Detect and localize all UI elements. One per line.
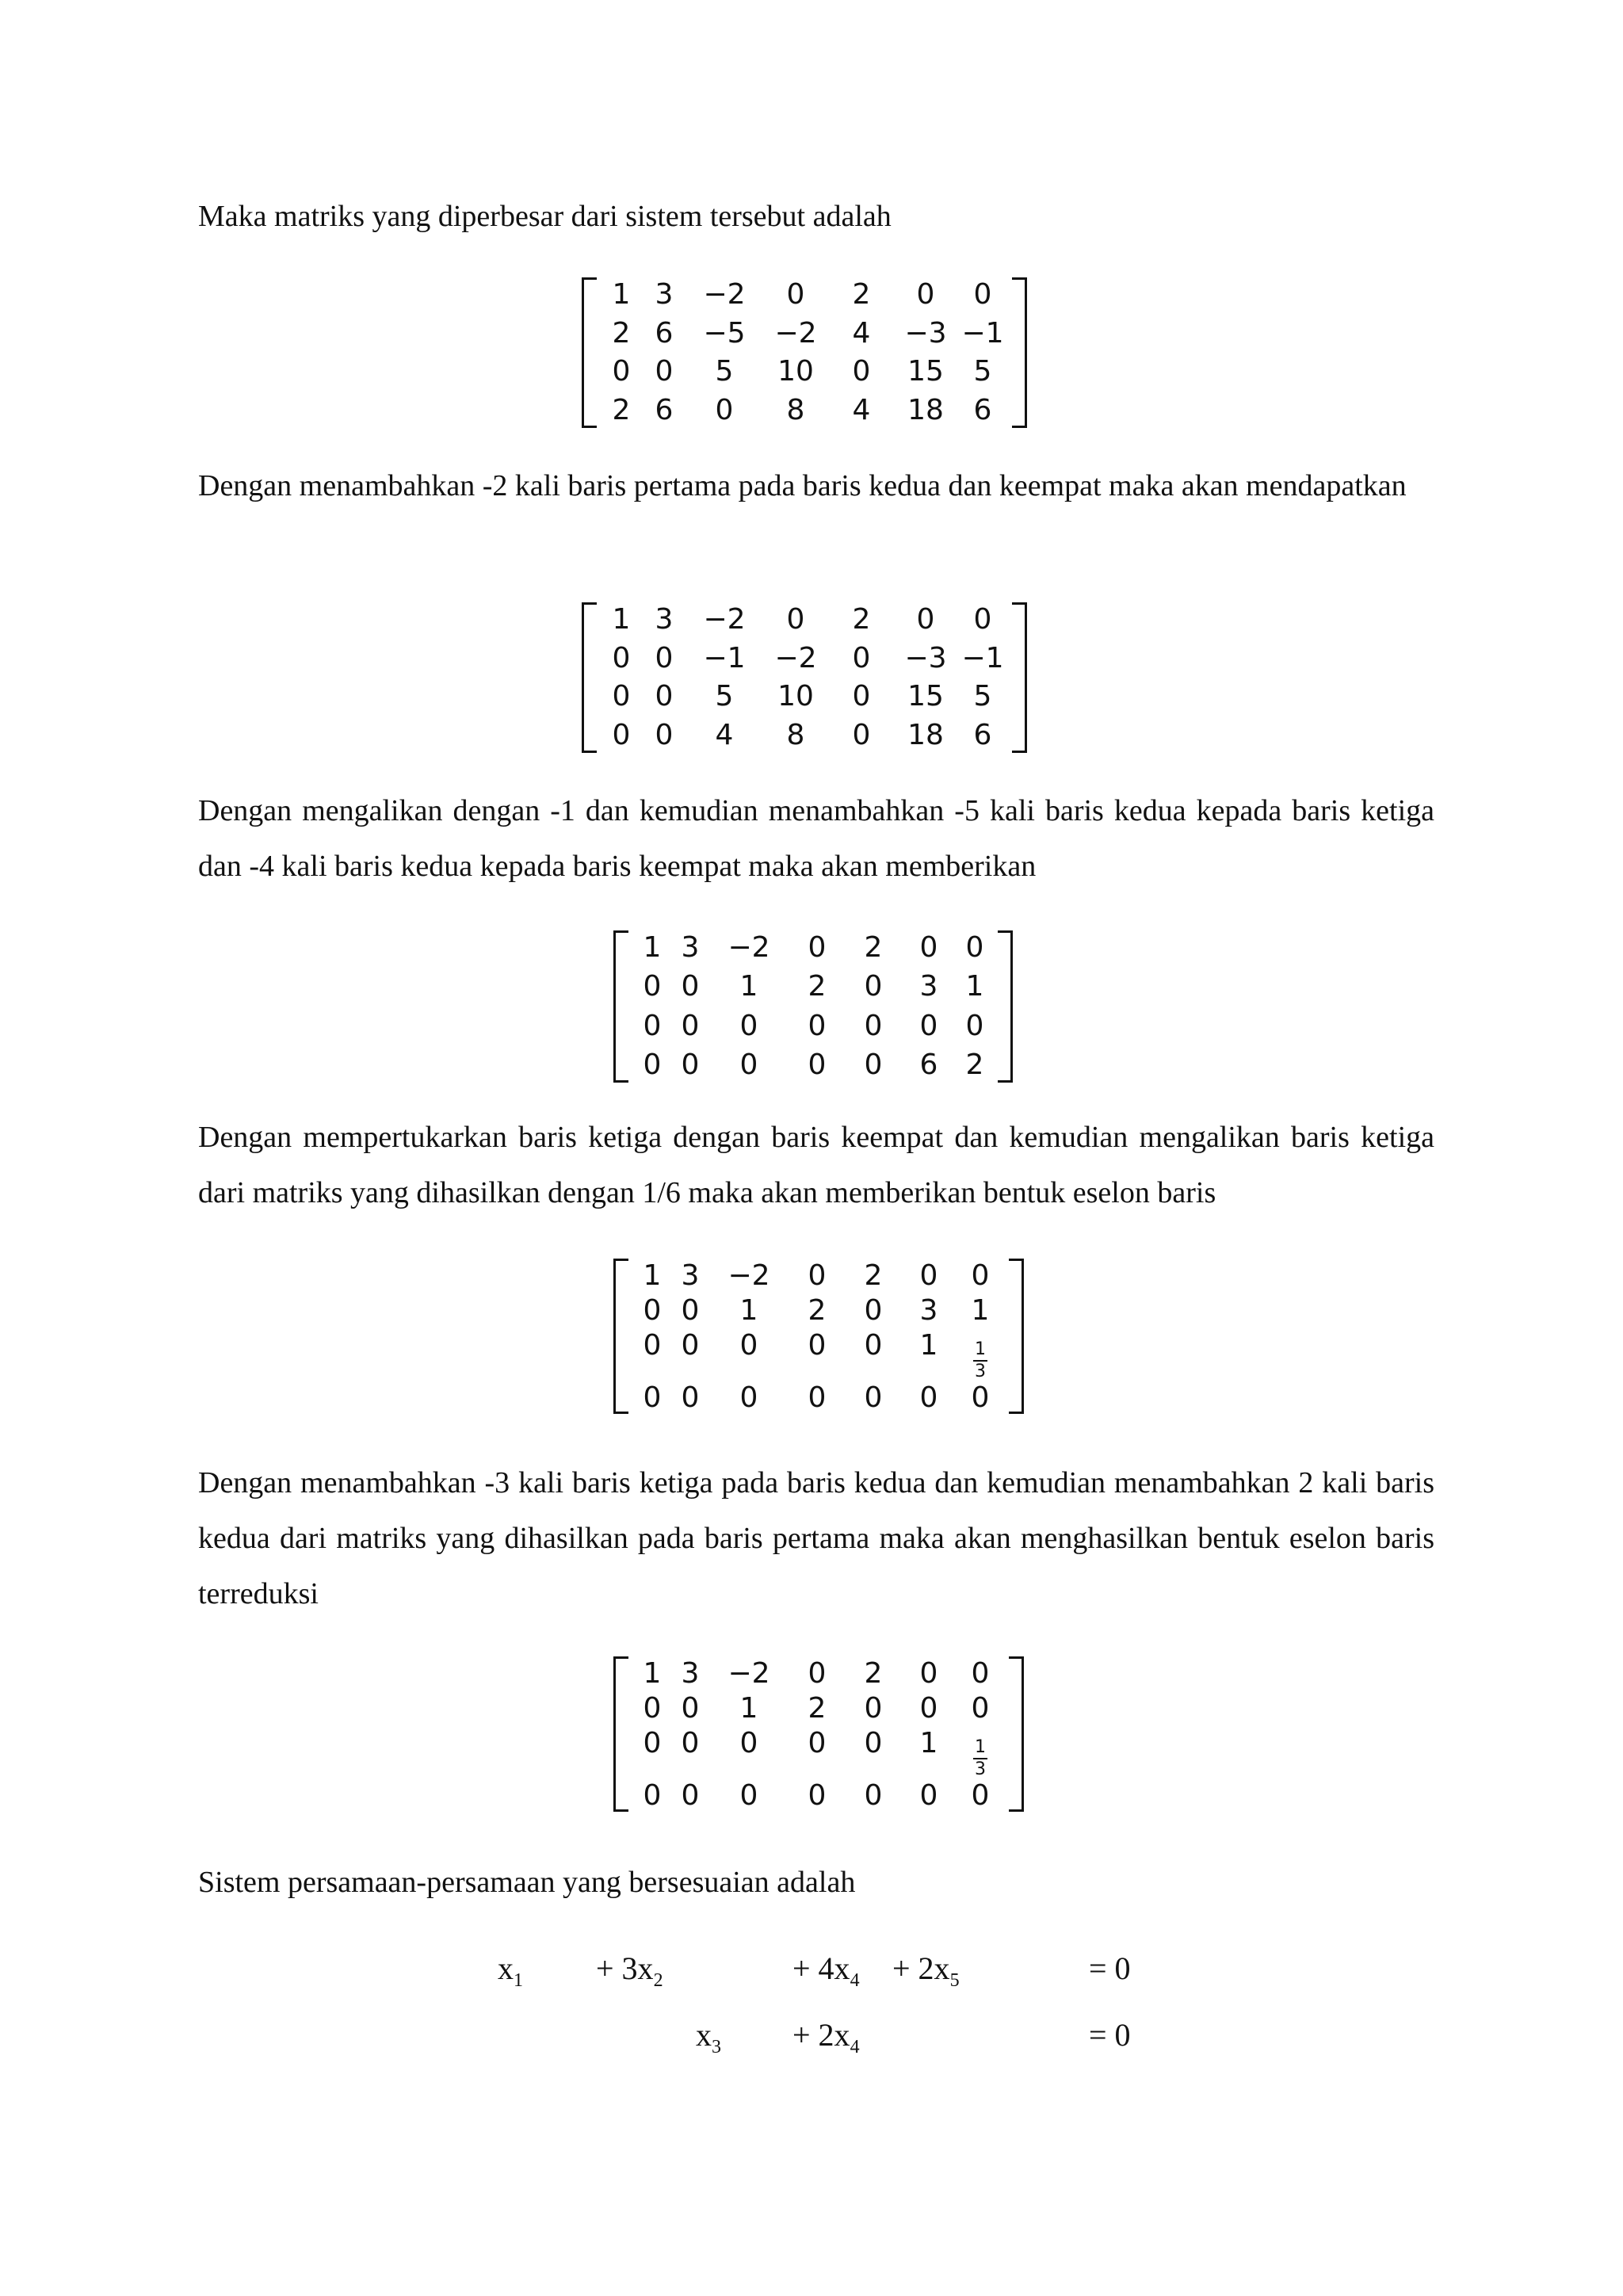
matrix-cell: 0 — [681, 1779, 700, 1812]
matrix-cell: 3 — [681, 1259, 700, 1292]
paragraph-step-1: Dengan menambahkan -2 kali baris pertama pada baris kedua dan keempat maka akan mendapatkan — [198, 469, 1407, 502]
matrix-3 — [613, 930, 1013, 1083]
matrix-cell: 0 — [643, 1692, 662, 1725]
matrix-cell: 2 — [864, 1657, 883, 1690]
matrix-cell: 2 — [808, 1294, 827, 1327]
matrix-cell: 1 — [612, 278, 631, 311]
matrix-cell: 6 — [655, 316, 674, 350]
matrix-cell: −1 — [961, 641, 1004, 674]
matrix-cell: 0 — [808, 1779, 827, 1812]
matrix-4 — [613, 1259, 1024, 1414]
matrix-cell: −2 — [774, 641, 817, 674]
matrix-cell: $\frac{1}{3}$ — [975, 1737, 986, 1779]
matrix-cell: 4 — [852, 393, 871, 426]
matrix-cell: 0 — [919, 931, 938, 964]
matrix-cell: 0 — [612, 641, 631, 674]
matrix-1 — [582, 277, 1027, 428]
matrix-cell: 3 — [655, 603, 674, 636]
matrix-cell: 10 — [777, 355, 814, 388]
matrix-cell: 6 — [655, 393, 674, 426]
matrix-cell: −5 — [703, 316, 746, 350]
matrix-cell: 0 — [916, 603, 935, 636]
matrix-cell: 0 — [655, 680, 674, 713]
matrix-cell: 2 — [852, 603, 871, 636]
matrix-cell: 0 — [808, 931, 827, 964]
paragraph-system: Sistem persamaan-persamaan yang bersesuaian adalah — [198, 1866, 856, 1899]
matrix-cell: −2 — [727, 1657, 770, 1690]
matrix-cell: 0 — [681, 1009, 700, 1042]
matrix-cell: 0 — [643, 1048, 662, 1081]
matrix-cell: 8 — [786, 718, 805, 751]
matrix-cell: 1 — [739, 1294, 758, 1327]
matrix-cell: 0 — [643, 1779, 662, 1812]
matrix-cell: 1 — [919, 1329, 938, 1362]
matrix-cell: 0 — [852, 355, 871, 388]
matrix-cell: 0 — [864, 1048, 883, 1081]
matrix-grid — [628, 930, 998, 1083]
matrix-cell: 0 — [786, 603, 805, 636]
matrix-cell: 0 — [971, 1692, 990, 1725]
matrix-grid — [597, 602, 1012, 753]
matrix-cell: 0 — [919, 1259, 938, 1292]
matrix-cell: 3 — [655, 278, 674, 311]
matrix-cell: 1 — [612, 603, 631, 636]
matrix-cell: 1 — [965, 970, 984, 1003]
matrix-cell: 6 — [973, 718, 992, 751]
matrix-cell: −2 — [727, 931, 770, 964]
matrix-cell: 0 — [808, 1381, 827, 1414]
matrix-cell: 0 — [681, 1048, 700, 1081]
matrix-cell: −2 — [703, 603, 746, 636]
matrix-left-bracket — [613, 1259, 628, 1414]
matrix-cell: 18 — [907, 393, 944, 426]
matrix-cell: 10 — [777, 680, 814, 713]
matrix-cell: 1 — [971, 1294, 990, 1327]
matrix-cell: 0 — [919, 1381, 938, 1414]
matrix-cell: 5 — [715, 680, 734, 713]
matrix-cell: 0 — [971, 1657, 990, 1690]
matrix-cell: 18 — [907, 718, 944, 751]
matrix-cell: 0 — [808, 1009, 827, 1042]
matrix-cell: 0 — [864, 970, 883, 1003]
matrix-cell: 0 — [739, 1329, 758, 1362]
matrix-cell: 0 — [643, 1329, 662, 1362]
matrix-cell: 0 — [681, 970, 700, 1003]
matrix-cell: 0 — [919, 1779, 938, 1812]
paragraph-step-3: Dengan mempertukarkan baris ketiga dengan baris keempat dan kemudian mengalikan baris ketiga dari matriks yang dihasilkan dengan 1/6 maka akan memberikan bentuk eselon baris — [198, 1121, 1434, 1209]
matrix-cell: 0 — [916, 278, 935, 311]
matrix-cell: 0 — [786, 278, 805, 311]
matrix-cell: 4 — [715, 718, 734, 751]
matrix-cell: 0 — [919, 1657, 938, 1690]
matrix-cell: 5 — [973, 680, 992, 713]
matrix-cell: 5 — [715, 355, 734, 388]
eq2-rhs: = 0 — [1089, 2017, 1131, 2053]
matrix-cell: 0 — [655, 718, 674, 751]
matrix-cell: 2 — [864, 931, 883, 964]
matrix-cell: 0 — [808, 1727, 827, 1759]
matrix-cell: 0 — [852, 641, 871, 674]
matrix-cell: 15 — [907, 355, 944, 388]
matrix-right-bracket — [998, 930, 1013, 1083]
matrix-left-bracket — [613, 1656, 628, 1812]
matrix-cell: 0 — [864, 1294, 883, 1327]
matrix-right-bracket — [1012, 602, 1027, 753]
matrix-cell: 6 — [973, 393, 992, 426]
matrix-cell: $\frac{1}{3}$ — [975, 1339, 986, 1381]
matrix-cell: −2 — [703, 278, 746, 311]
eq1-term-4x4: + $4x_4$ — [792, 1950, 860, 1991]
matrix-cell: 0 — [808, 1259, 827, 1292]
matrix-cell: 0 — [864, 1329, 883, 1362]
matrix-left-bracket — [582, 277, 597, 428]
paragraph-step-2: Dengan mengalikan dengan -1 dan kemudian menambahkan -5 kali baris kedua kepada baris ketiga dan -4 kali baris kedua kepada baris keempat maka akan memberikan — [198, 794, 1434, 883]
matrix-cell: 0 — [864, 1009, 883, 1042]
matrix-cell: 0 — [973, 278, 992, 311]
matrix-left-bracket — [613, 930, 628, 1083]
matrix-grid — [597, 277, 1012, 428]
matrix-cell: −2 — [727, 1259, 770, 1292]
matrix-cell: 1 — [643, 1657, 662, 1690]
matrix-cell: 4 — [852, 316, 871, 350]
matrix-cell: 0 — [864, 1779, 883, 1812]
matrix-cell: 0 — [965, 1009, 984, 1042]
matrix-cell: 2 — [808, 970, 827, 1003]
matrix-cell: −1 — [703, 641, 746, 674]
matrix-cell: 0 — [643, 1727, 662, 1759]
matrix-grid — [628, 1656, 1009, 1812]
matrix-cell: 1 — [643, 931, 662, 964]
matrix-cell: 3 — [681, 1657, 700, 1690]
matrix-cell: 0 — [852, 680, 871, 713]
matrix-cell: −1 — [961, 316, 1004, 350]
matrix-cell: 0 — [612, 680, 631, 713]
matrix-cell: 0 — [965, 931, 984, 964]
eq1-term-2x5: + $2x_5$ — [892, 1950, 960, 1991]
matrix-right-bracket — [1009, 1656, 1024, 1812]
matrix-cell: 0 — [919, 1009, 938, 1042]
matrix-cell: 5 — [973, 355, 992, 388]
matrix-cell: 2 — [612, 393, 631, 426]
matrix-cell: 3 — [919, 970, 938, 1003]
matrix-cell: −3 — [904, 641, 947, 674]
matrix-cell: 15 — [907, 680, 944, 713]
matrix-grid — [628, 1259, 1009, 1414]
matrix-cell: 3 — [919, 1294, 938, 1327]
matrix-cell: −2 — [774, 316, 817, 350]
matrix-5 — [613, 1656, 1024, 1812]
matrix-cell: 0 — [655, 641, 674, 674]
matrix-cell: 1 — [643, 1259, 662, 1292]
matrix-cell: 0 — [612, 355, 631, 388]
matrix-cell: 2 — [808, 1692, 827, 1725]
matrix-cell: 3 — [681, 931, 700, 964]
matrix-cell: 0 — [864, 1692, 883, 1725]
matrix-cell: 1 — [739, 970, 758, 1003]
eq2-term-x3: $x_3$ — [696, 2017, 721, 2057]
matrix-cell: 6 — [919, 1048, 938, 1081]
matrix-cell: 1 — [739, 1692, 758, 1725]
matrix-cell: 0 — [739, 1048, 758, 1081]
matrix-cell: 0 — [681, 1381, 700, 1414]
paragraph-step-4: Dengan menambahkan -3 kali baris ketiga pada baris kedua dan kemudian menambahkan 2 kali baris kedua dari matriks yang dihasilkan pada baris pertama maka akan menghasilkan bentuk eselon baris terreduksi — [198, 1466, 1434, 1610]
matrix-cell: 2 — [965, 1048, 984, 1081]
matrix-cell: 0 — [655, 355, 674, 388]
matrix-cell: 0 — [864, 1381, 883, 1414]
matrix-cell: 0 — [715, 393, 734, 426]
matrix-cell: 0 — [808, 1048, 827, 1081]
matrix-cell: 0 — [864, 1727, 883, 1759]
matrix-cell: 2 — [852, 278, 871, 311]
matrix-cell: 0 — [919, 1692, 938, 1725]
matrix-cell: 0 — [612, 718, 631, 751]
matrix-cell: 1 — [919, 1727, 938, 1759]
matrix-cell: −3 — [904, 316, 947, 350]
matrix-cell: 0 — [739, 1779, 758, 1812]
matrix-right-bracket — [1009, 1259, 1024, 1414]
eq1-term-x1: $x_1$ — [498, 1950, 523, 1991]
matrix-cell: 0 — [739, 1727, 758, 1759]
paragraph-intro: Maka matriks yang diperbesar dari sistem tersebut adalah — [198, 200, 892, 233]
matrix-left-bracket — [582, 602, 597, 753]
matrix-cell: 0 — [852, 718, 871, 751]
matrix-cell: 0 — [739, 1381, 758, 1414]
matrix-cell: 0 — [973, 603, 992, 636]
matrix-cell: 0 — [971, 1381, 990, 1414]
matrix-cell: 0 — [681, 1294, 700, 1327]
matrix-cell: 0 — [808, 1657, 827, 1690]
eq1-term-3x2: + $3x_2$ — [596, 1950, 663, 1991]
matrix-cell: 0 — [971, 1259, 990, 1292]
matrix-cell: 2 — [864, 1259, 883, 1292]
matrix-cell: 0 — [643, 1294, 662, 1327]
matrix-cell: 0 — [739, 1009, 758, 1042]
matrix-cell: 8 — [786, 393, 805, 426]
matrix-cell: 0 — [643, 1009, 662, 1042]
matrix-cell: 0 — [681, 1692, 700, 1725]
matrix-2 — [582, 602, 1027, 753]
matrix-cell: 0 — [643, 970, 662, 1003]
matrix-cell: 0 — [681, 1329, 700, 1362]
matrix-cell: 0 — [971, 1779, 990, 1812]
matrix-right-bracket — [1012, 277, 1027, 428]
eq2-term-2x4: + $2x_4$ — [792, 2017, 860, 2057]
matrix-cell: 2 — [612, 316, 631, 350]
matrix-cell: 0 — [681, 1727, 700, 1759]
matrix-cell: 0 — [643, 1381, 662, 1414]
matrix-cell: 0 — [808, 1329, 827, 1362]
eq1-rhs: = 0 — [1089, 1950, 1131, 1986]
